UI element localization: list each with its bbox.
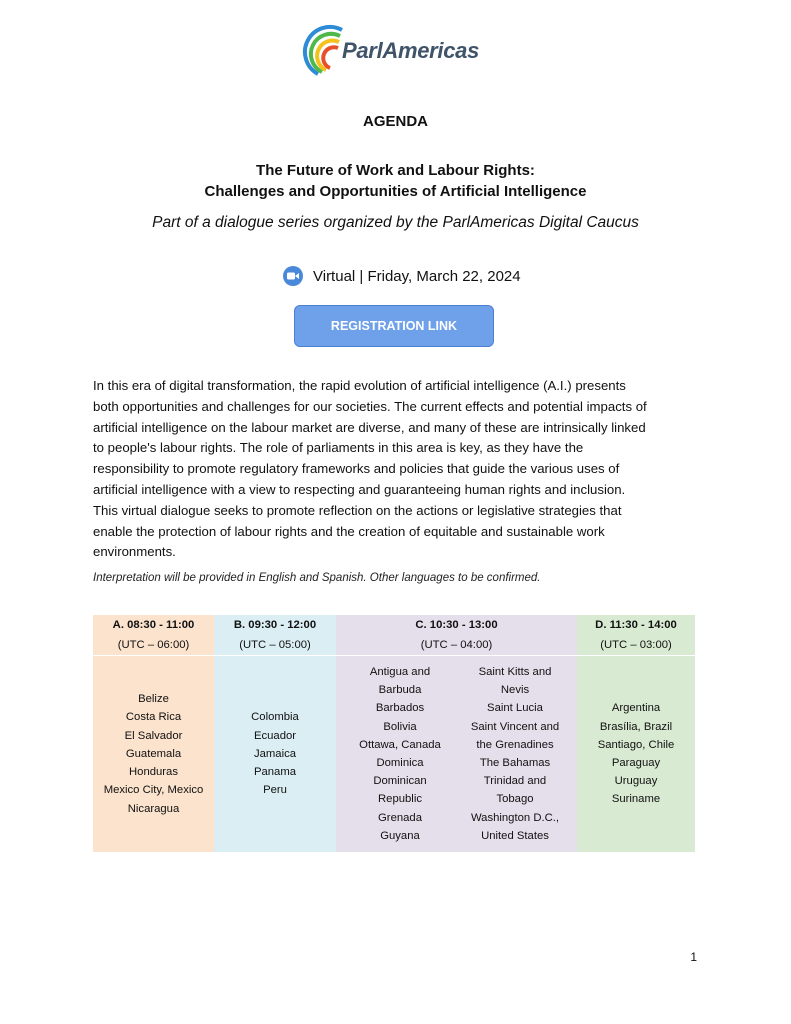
- country: Saint Lucia: [487, 702, 543, 715]
- title-line-1: The Future of Work and Labour Rights:: [256, 162, 535, 179]
- subtitle: Part of a dialogue series organized by the ParlAmericas Digital Caucus: [152, 214, 639, 231]
- country: Tobago: [496, 793, 534, 806]
- body-line: both opportunities and challenges for our societies. The current effects and potential impacts of: [93, 398, 647, 414]
- slot-a-time: A. 08:30 - 11:00: [93, 615, 214, 634]
- body-line: to people's labour rights. The role of parliaments in this area is key, as they have the: [93, 440, 584, 456]
- country: Nevis: [500, 684, 530, 697]
- slot-c-left-list: [344, 663, 456, 845]
- slot-c-countries: [336, 656, 577, 853]
- slot-c-time: C. 10:30 - 13:00: [336, 615, 577, 634]
- country: Mexico City, Mexico: [103, 784, 204, 797]
- country: Santiago, Chile: [597, 738, 675, 751]
- country: Uruguay: [614, 775, 658, 788]
- slot-d-utc: (UTC – 03:00): [577, 634, 695, 656]
- intro-paragraph: [93, 376, 703, 563]
- page-number: 1: [690, 950, 697, 964]
- country: Saint Kitts and: [478, 665, 552, 678]
- body-line: artificial intelligence with a view to respecting and guaranteeing human rights and inclusion.: [93, 481, 626, 497]
- logo-arcs-icon: [302, 24, 346, 80]
- country: the Grenadines: [476, 738, 554, 751]
- country: Peru: [263, 784, 287, 797]
- country: Paraguay: [611, 757, 661, 769]
- slot-c-utc: (UTC – 04:00): [336, 634, 577, 656]
- logo-text: ParlAmericas: [342, 38, 480, 63]
- country: Ottawa, Canada: [359, 738, 441, 751]
- country: Belize: [138, 693, 169, 706]
- country: Trinidad and: [483, 775, 547, 788]
- country: Jamaica: [253, 747, 297, 760]
- registration-link-button[interactable]: REGISTRATION LINK: [294, 305, 494, 347]
- country: Saint Vincent and: [470, 720, 560, 733]
- interpretation-note: Interpretation will be provided in English and Spanish. Other languages to be confirmed.: [93, 572, 541, 584]
- country: Suriname: [611, 793, 661, 806]
- slot-b-utc: (UTC – 05:00): [214, 634, 336, 656]
- country: Washington D.C.,: [470, 811, 560, 824]
- country: El Salvador: [124, 729, 183, 742]
- event-text: Virtual | Friday, March 22, 2024: [313, 267, 521, 285]
- country: Guatemala: [125, 747, 182, 760]
- body-line: environments.: [93, 544, 176, 560]
- schedule-table: [93, 615, 695, 852]
- body-line: enable the protection of labour rights and the creation of equitable and sustainable work: [93, 523, 605, 539]
- country: Grenada: [378, 811, 422, 824]
- page-heading: AGENDA: [362, 113, 428, 130]
- country: Antigua and: [369, 665, 431, 678]
- country: Barbados: [375, 702, 425, 715]
- slot-b-countries: [214, 656, 336, 853]
- country: Nicaragua: [127, 802, 180, 815]
- country: Argentina: [611, 702, 661, 715]
- slot-a-utc: (UTC – 06:00): [93, 634, 214, 656]
- country: Dominican: [373, 775, 427, 788]
- body-line: responsibility to promote regulatory frameworks and policies that guide the various uses of: [93, 461, 620, 477]
- country: Bolivia: [383, 720, 417, 733]
- country: Brasília, Brazil: [599, 720, 673, 733]
- slot-c-right-list: [459, 663, 571, 845]
- video-camera-icon: [283, 266, 303, 286]
- body-line: artificial intelligence on the labour market are diverse, and many of these are intrinsically linked: [93, 419, 646, 435]
- country: Costa Rica: [125, 711, 182, 724]
- title-line-2: Challenges and Opportunities of Artificial Intelligence: [204, 183, 587, 200]
- country: Ecuador: [253, 729, 297, 742]
- country: Panama: [253, 766, 297, 779]
- country: Honduras: [129, 766, 178, 779]
- country: Guyana: [380, 829, 420, 842]
- body-line: This virtual dialogue seeks to promote reflection on the actions or legislative strategies that: [93, 502, 622, 518]
- body-line: In this era of digital transformation, the rapid evolution of artificial intelligence (A.I.) presents: [93, 378, 626, 393]
- slot-a-countries: [93, 656, 214, 853]
- country: Dominica: [376, 757, 424, 769]
- parlamericas-logo: [302, 24, 502, 80]
- country: United States: [481, 829, 549, 842]
- country: Colombia: [251, 711, 299, 724]
- slot-d-countries: [577, 656, 695, 853]
- country: The Bahamas: [479, 757, 551, 769]
- event-info: [283, 265, 521, 287]
- country: Barbuda: [378, 684, 422, 697]
- slot-b-time: B. 09:30 - 12:00: [214, 615, 336, 634]
- slot-d-time: D. 11:30 - 14:00: [577, 615, 695, 634]
- country: Republic: [378, 793, 422, 806]
